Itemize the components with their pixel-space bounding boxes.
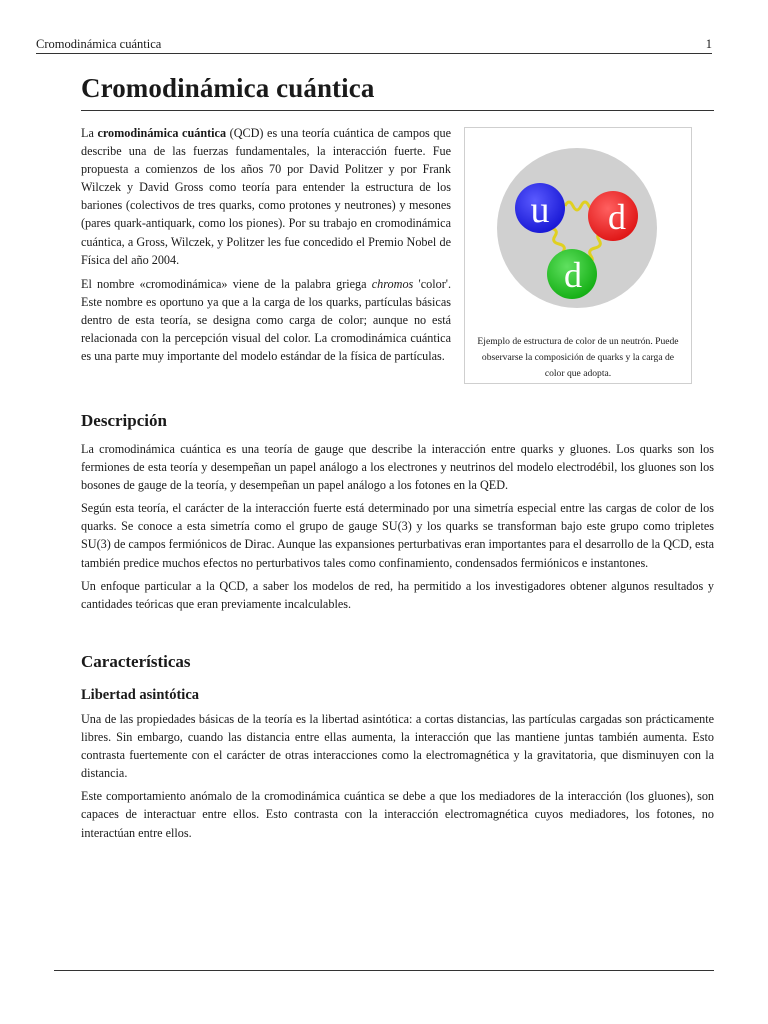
intro-paragraph-1: La cromodinámica cuántica (QCD) es una teoría cuántica de campos que describe una de las fuerzas fundamentales, la interacción fuerte. Fue propuesta a comienzos de los años 70 por David Politzer y por Frank Wilczek y David Gross como teoría para entender la estructura de los bariones (colectivos de tres quarks, como protones y neutrones) y mesones (pares quark-antiquark, como los piones). Por su trabajo en cromodinámica cuántica, a Gross, Wilczek, y Politzer les fue concedido el Premio Nobel de Física del año 2004. xyxy=(81,126,451,267)
term-qcd: cromodinámica cuántica xyxy=(97,126,227,140)
libertad-paragraph-2: Este comportamiento anómalo de la cromodinámica cuántica se debe a que los mediadores de la interacción (los gluones), son capaces de interactuar entre ellos. Esto contrasta con la interacción electromagnética cuyos mediadores, los fotones, no interactúan entre ellos. xyxy=(81,789,714,840)
libertad-paragraph-1: Una de las propiedades básicas de la teoría es la libertad asintótica: a cortas distancias, las partículas cargadas son prácticamente libres. Sin embargo, cuando las distancia entre ellas aumenta, la interacción que las mantiene juntas también aumenta. Esto contrasta fuertemente con el carácter de otras interacciones como la electromagnética y la gravitatoria, que disminuyen con la distancia. xyxy=(81,712,714,781)
heading-descripcion: Descripción xyxy=(81,411,167,430)
descripcion-paragraph-3: Un enfoque particular a la QCD, a saber los modelos de red, ha permitido a los investigadores obtener algunos resultados y cantidades teóricas que eran previamente incalculables. xyxy=(81,578,714,611)
running-head xyxy=(36,37,712,54)
down-quark-label-2: d xyxy=(564,255,582,295)
heading-libertad-asintotica: Libertad asintótica xyxy=(81,687,200,703)
heading-caracteristicas: Características xyxy=(81,652,191,671)
caracteristicas-text xyxy=(81,710,714,847)
article-title: Cromodinámica cuántica xyxy=(81,73,375,103)
up-quark-label: u xyxy=(530,189,550,231)
footer-divider xyxy=(54,970,714,971)
intro-paragraph-2: El nombre «cromodinámica» viene de la palabra griega chromos 'color'. Este nombre es oportuno ya que a la carga de los quarks, partículas básicas dentro de esta teoría, se designa como carga de color; aunque no está relacionada con la percepción visual del color. La cromodinámica cuántica es una parte muy importante del modelo estándar de la física de partículas. xyxy=(81,276,451,364)
term-chromos: chromos xyxy=(371,276,414,291)
title-divider xyxy=(81,110,714,111)
descripcion-paragraph-1: La cromodinámica cuántica es una teoría de gauge que describe la interacción entre quarks y gluones. Los quarks son los fermiones de esta teoría y desempeñan un papel análogo a los electrones y neutrinos del modelo electrodébil, los gluones son los bosones de gauge de la teoría, y desempeñan un papel análogo a los fotones en la QED. xyxy=(81,442,714,493)
figure-caption: Ejemplo de estructura de color de un neutrón. Puede observarse la composición de quarks y la carga de color que adopta. xyxy=(477,336,679,379)
down-quark-label-1: d xyxy=(608,197,626,237)
descripcion-text xyxy=(81,440,714,618)
neutron-figure xyxy=(464,127,692,384)
page-number: 1 xyxy=(705,37,712,51)
intro-text xyxy=(81,124,451,371)
running-head-title: Cromodinámica cuántica xyxy=(36,37,162,51)
descripcion-paragraph-2: Según esta teoría, el carácter de la interacción fuerte está determinado por una simetría especial entre las cargas de color de los quarks. Se conoce a esta simetría como el grupo de gauge SU(3) y los quarks se transforman bajo este grupo como tripletes SU(3) de campos fermiónicos de Dirac. Aunque las expansiones perturbativas eran importantes para el desarrollo de la QCD, esta también predice muchos efectos no perturbativos tales como confinamiento, condensados fermiónicos e instantones. xyxy=(81,501,714,570)
